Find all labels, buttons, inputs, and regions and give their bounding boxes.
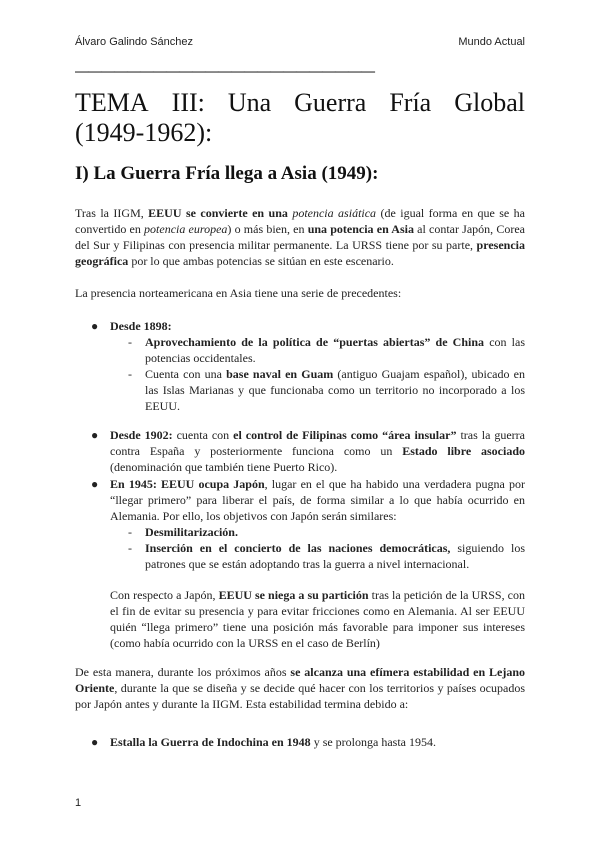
bullet-icon: ● xyxy=(91,428,99,442)
bullet-icon: ● xyxy=(91,735,99,749)
header-rule: ——————————————————————— xyxy=(75,64,374,79)
page-title: TEMA III: Una Guerra Fría Global (1949-1962): xyxy=(75,88,525,147)
page-number: 1 xyxy=(75,797,82,809)
list-item: ● En 1945: EEUU ocupa Japón, lugar en el que ha habido una verdadera pugna por “llegar primero” para liberar el país, de forma similar a lo que había ocurrido en Alemania. Por ello, los objetivos con Japón serán similares: - Desmilitarización. - Inserción en el concierto de las naciones democráticas, siguiendo los patrones que se están adoptando tras la guerra a nivel internacional. xyxy=(91,477,525,571)
dash-icon: - xyxy=(128,525,132,539)
paragraph-stability: De esta manera, durante los próximos años se alcanza una efímera estabilidad en Lejano Oriente, durante la que se diseña y se decide qué hacer con los territorios y países ocupados por Japón antes y durante la IIGM. Esta estabilidad termina debido a: xyxy=(75,665,526,711)
bullet-icon: ● xyxy=(91,319,99,333)
dash-icon: - xyxy=(128,367,132,381)
bullet-icon: ● xyxy=(91,477,99,491)
dash-icon: - xyxy=(128,541,132,555)
list-item: ● Desde 1898: - Aprovechamiento de la política de “puertas abiertas” de China con las potencias occidentales. - Cuenta con una base naval en Guam (antiguo Guajam español), ubicado en las Islas Marianas y que funcionaba como un territorio no incorporado a los EEUU. xyxy=(91,319,525,413)
header-course: Mundo Actual xyxy=(458,36,525,48)
list-item: ● Estalla la Guerra de Indochina en 1948 y se prolonga hasta 1954. xyxy=(91,735,436,749)
header-author: Álvaro Galindo Sánchez xyxy=(75,36,194,48)
paragraph-precedents: La presencia norteamericana en Asia tiene una serie de precedentes: xyxy=(75,286,402,300)
list-item: ● Desde 1902: cuenta con el control de Filipinas como “área insular” tras la guerra contra España y posteriormente funciona como un Estado libre asociado (denominación que también tiene Puerto Rico). xyxy=(91,428,526,474)
paragraph-japan: Con respecto a Japón, EEUU se niega a su partición tras la petición de la URSS, con el fin de evitar su presencia y para evitar fricciones como en Alemania. Al ser EEUU quién “llega primero” tiene una posición más favorable para imponer sus intereses (como había ocurrido con la URSS en el caso de Berlín) xyxy=(110,588,525,650)
dash-icon: - xyxy=(128,335,132,349)
paragraph-intro: Tras la IIGM, EEUU se convierte en una potencia asiática (de igual forma en que se ha convertido en potencia europea) o más bien, en una potencia en Asia al contar Japón, Corea del Sur y Filipinas con presencia militar permanente. La URSS tiene por su parte, presencia geográfica por lo que ambas potencias se sitúan en este escenario. xyxy=(75,206,526,268)
section-heading: I) La Guerra Fría llega a Asia (1949): xyxy=(75,163,379,184)
